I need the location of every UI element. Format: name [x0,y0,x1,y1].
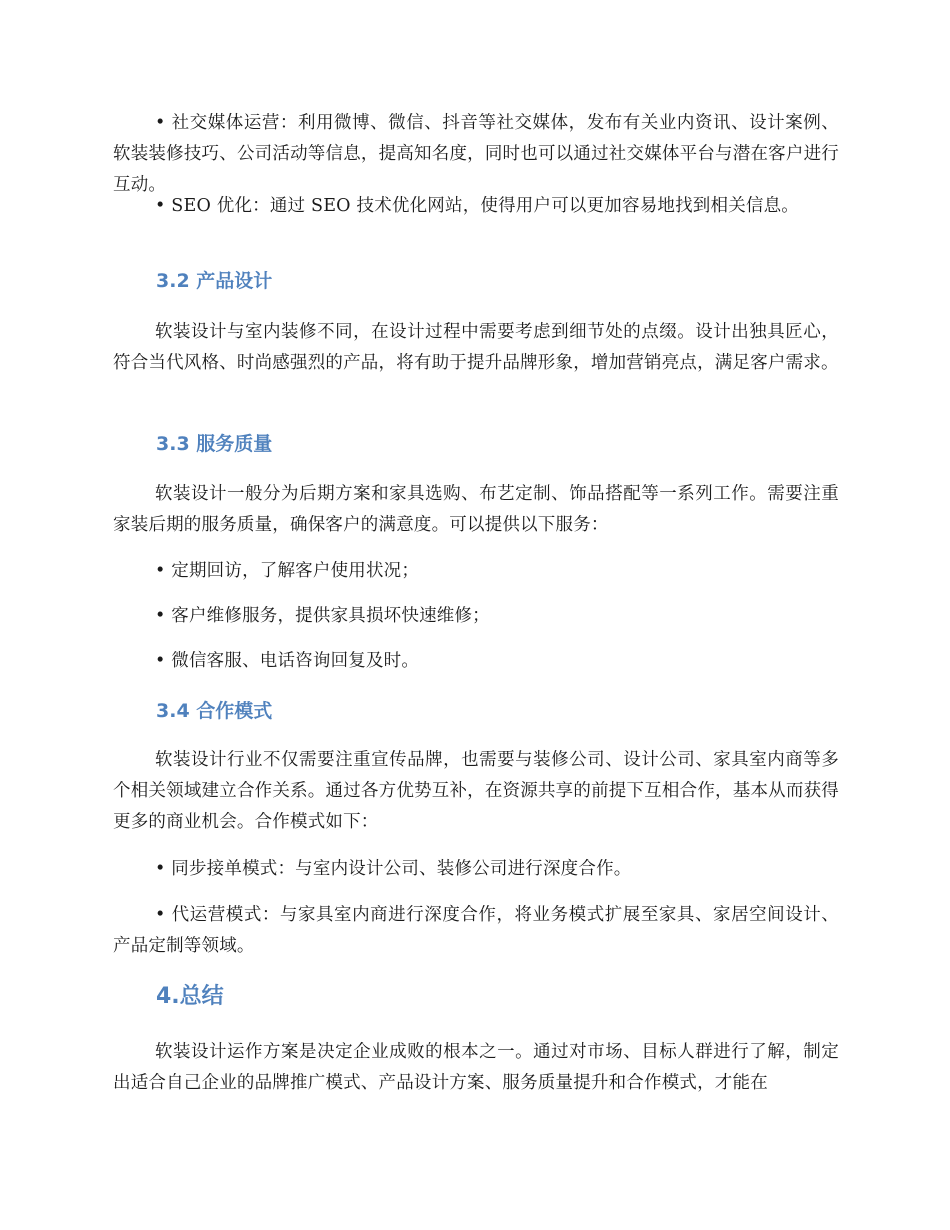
heading-3-2-product-design: 3.2 产品设计 [156,270,273,292]
bullet-regular-visit: • 定期回访，了解客户使用状况； [155,561,420,581]
paragraph-summary: 软装设计运作方案是决定企业成败的根本之一。通过对市场、目标人群进行了解，制定出适合自己企业的品牌推广模式、产品设计方案、服务质量提升和合作模式，才能在 [113,1042,839,1093]
paragraph-product-design: 软装设计与室内装修不同，在设计过程中需要考虑到细节处的点缀。设计出独具匠心，符合当代风格、时尚感强烈的产品，将有助于提升品牌形象，增加营销亮点，满足客户需求。 [113,322,839,373]
bullet-social-media: • 社交媒体运营：利用微博、微信、抖音等社交媒体，发布有关业内资讯、设计案例、软装装修技巧、公司活动等信息，提高知名度，同时也可以通过社交媒体平台与潜在客户进行互动。 [113,113,839,195]
bullet-operation-agency: • 代运营模式：与家具室内商进行深度合作，将业务模式扩展至家具、家居空间设计、产品定制等领域。 [113,905,839,956]
heading-3-4-cooperation-mode: 3.4 合作模式 [156,700,273,722]
bullet-seo: • SEO 优化：通过 SEO 技术优化网站，使得用户可以更加容易地找到相关信息。 [155,196,799,216]
paragraph-service-quality: 软装设计一般分为后期方案和家具选购、布艺定制、饰品搭配等一系列工作。需要注重家装后期的服务质量，确保客户的满意度。可以提供以下服务： [113,484,839,535]
bullet-wechat-service: • 微信客服、电话咨询回复及时。 [155,651,420,671]
heading-4-summary: 4.总结 [156,984,224,1009]
bullet-repair-service: • 客户维修服务，提供家具损坏快速维修； [155,606,490,626]
heading-3-3-service-quality: 3.3 服务质量 [156,433,273,455]
paragraph-cooperation-mode: 软装设计行业不仅需要注重宣传品牌，也需要与装修公司、设计公司、家具室内商等多个相关领域建立合作关系。通过各方优势互补，在资源共享的前提下互相合作，基本从而获得更多的商业机会。合作模式如下： [113,750,839,832]
bullet-sync-orders: • 同步接单模式：与室内设计公司、装修公司进行深度合作。 [155,859,632,879]
